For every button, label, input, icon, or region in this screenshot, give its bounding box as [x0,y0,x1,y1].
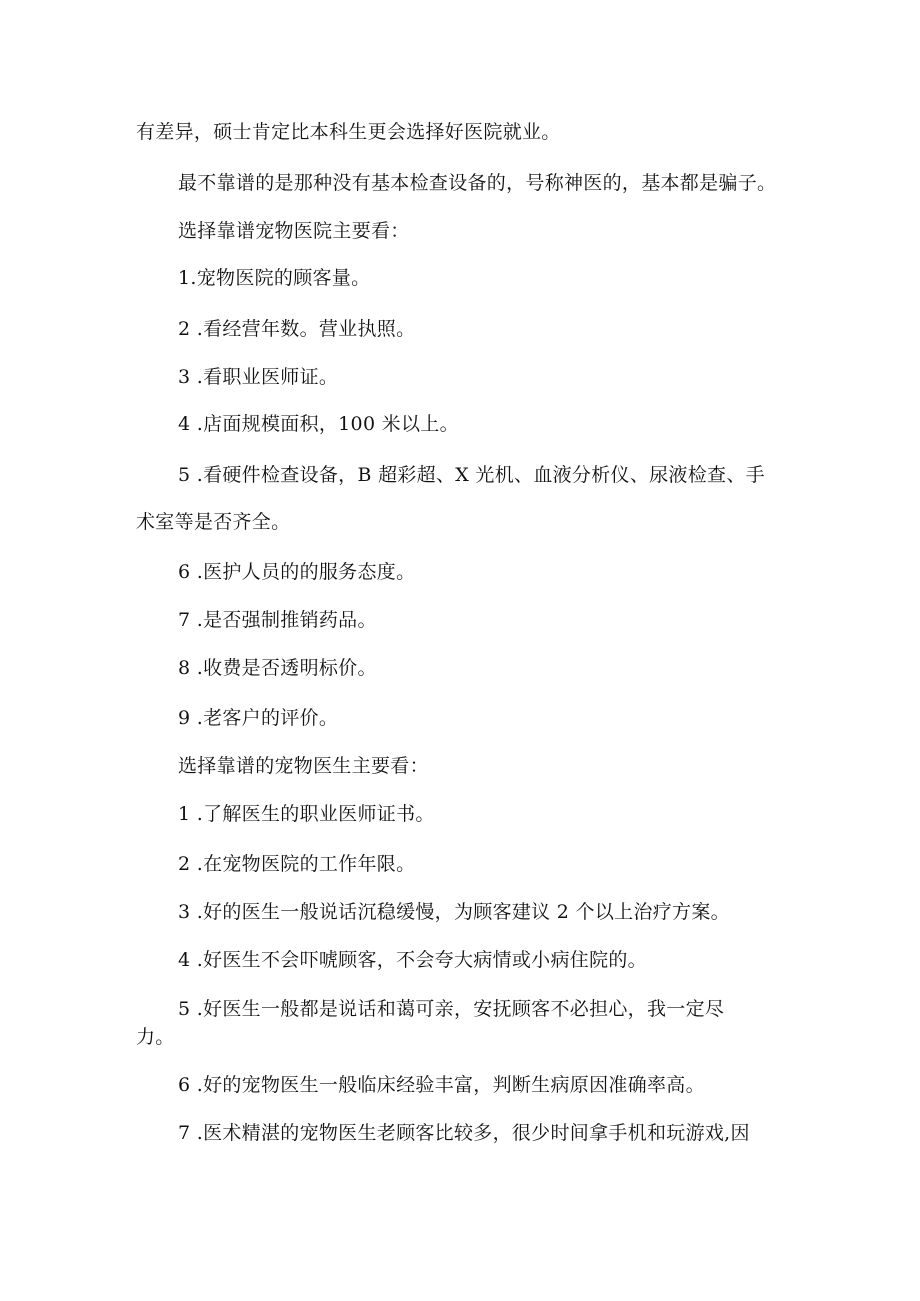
section-heading: 选择靠谱的宠物医生主要看： [178,755,429,777]
list-item: 8 .收费是否透明标价。 [178,657,377,679]
list-item: 2 .看经营年数。营业执照。 [178,318,416,340]
list-item-continuation: 力。 [136,1026,175,1048]
text-line: 最不靠谱的是那种没有基本检查设备的，号称神医的，基本都是骗子。 [178,172,777,194]
list-item: 7 .是否强制推销药品。 [178,609,377,631]
list-item: 6 .好的宠物医生一般临床经验丰富，判断生病原因准确率高。 [178,1074,705,1096]
list-item-continuation: 术室等是否齐全。 [136,511,291,533]
list-item: 3 .看职业医师证。 [178,366,339,388]
list-item: 7 .医术精湛的宠物医生老顾客比较多，很少时间拿手机和玩游戏,因 [178,1122,750,1144]
list-item: 6 .医护人员的的服务态度。 [178,561,416,583]
list-item: 3 .好的医生一般说话沉稳缓慢，为顾客建议 2 个以上治疗方案。 [178,901,730,923]
list-item: 5 .看硬件检查设备，B 超彩超、X 光机、血液分析仪、尿液检查、手 [178,464,765,486]
list-item: 1 .了解医生的职业医师证书。 [178,803,435,825]
list-item: 2 .在宠物医院的工作年限。 [178,853,416,875]
text-line: 有差异，硕士肯定比本科生更会选择好医院就业。 [136,121,561,143]
list-item: 9 .老客户的评价。 [178,707,339,729]
section-heading: 选择靠谱宠物医院主要看： [178,220,410,242]
list-item: 4 .好医生不会吓唬顾客，不会夸大病情或小病住院的。 [178,949,647,971]
list-item: 4 .店面规模面积，100 米以上。 [178,413,459,435]
list-item: 1.宠物医院的顾客量。 [178,267,371,289]
list-item: 5 .好医生一般都是说话和蔼可亲，安抚顾客不必担心，我一定尽 [178,998,725,1020]
